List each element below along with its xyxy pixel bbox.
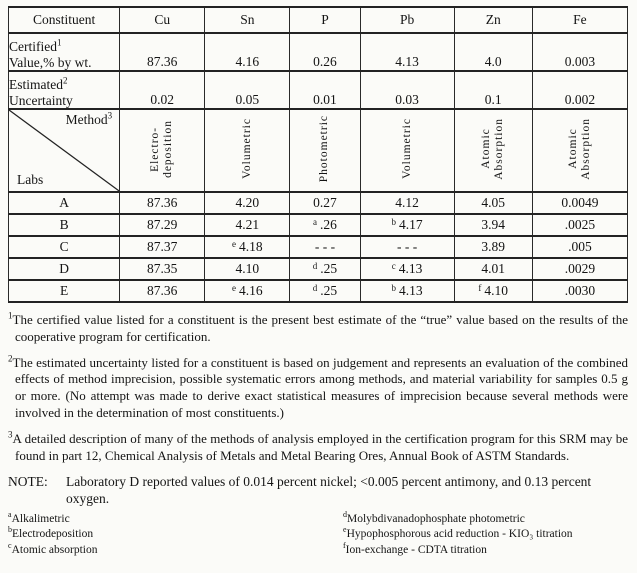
value-cell: 87.37: [120, 236, 205, 258]
column-header-cu: Cu: [120, 7, 205, 33]
estimated-fe: 0.002: [532, 71, 627, 109]
footnote-marker: f: [478, 282, 482, 293]
certified-sn: 4.16: [205, 33, 290, 71]
certified-label-line1: Certified: [9, 39, 57, 54]
footnote-marker: e: [232, 282, 237, 293]
footnote-marker: c: [391, 260, 396, 271]
constituent-header: Constituent: [9, 7, 120, 33]
certified-p: 0.26: [290, 33, 360, 71]
value-cell: 4.21: [205, 214, 290, 236]
lab-name: E: [9, 280, 120, 302]
footnote-marker: d: [312, 282, 318, 293]
method-header-photometric: [290, 109, 360, 192]
value-cell: 87.35: [120, 258, 205, 280]
footnote-marker: d: [312, 260, 318, 271]
method-header-atomic-absorption-zn: [454, 109, 532, 192]
footnote-1: [8, 312, 628, 346]
lab-row-e: [9, 280, 628, 302]
key-item-c: $^c$Atomic absorption: [8, 541, 98, 556]
value-cell: 0.0049: [532, 192, 627, 214]
footnote-marker: b: [391, 216, 397, 227]
estimated-uncertainty-row: [9, 71, 628, 109]
value-cell: - - -: [360, 236, 454, 258]
method-header-electrodeposition: [120, 109, 205, 192]
value-cell: .005: [532, 236, 627, 258]
estimated-p: 0.01: [290, 71, 360, 109]
lab-row-a: [9, 192, 628, 214]
value-cell: $^f$ 4.10: [454, 280, 532, 302]
value-cell: 3.94: [454, 214, 532, 236]
estimated-sn: 0.05: [205, 71, 290, 109]
method-row: [9, 109, 628, 192]
certified-label-line2: Value,% by wt.: [9, 54, 92, 70]
lab-name: A: [9, 192, 120, 214]
value-cell: $^a$ .26: [290, 214, 360, 236]
certified-value-row: [9, 33, 628, 71]
value-cell: .0025: [532, 214, 627, 236]
value-cell: $^d$ .25: [290, 258, 360, 280]
estimated-cu: 0.02: [120, 71, 205, 109]
column-header-pb: Pb: [360, 7, 454, 33]
value-cell: - - -: [290, 236, 360, 258]
lab-name: B: [9, 214, 120, 236]
footnote-2: [8, 355, 628, 422]
method-key-right-column: [343, 512, 630, 559]
key-item-e: $^e$Hypophosphorous acid reduction - KIO₃ titration: [343, 525, 573, 541]
labs-label: Labs: [17, 172, 44, 187]
value-cell: $^e$ 4.16: [205, 280, 290, 302]
vertical-method-text: Atomic Absorption: [566, 117, 592, 180]
estimated-pb: 0.03: [360, 71, 454, 109]
lab-row-c: [9, 236, 628, 258]
estimated-zn: 0.1: [454, 71, 532, 109]
value-cell: 4.10: [205, 258, 290, 280]
column-header-sn: Sn: [205, 7, 290, 33]
vertical-method-text: Atomic Absorption: [480, 117, 506, 180]
lab-row-b: [9, 214, 628, 236]
footnote-marker: e: [232, 238, 237, 249]
footnote-2-text: The estimated uncertainty listed for a constituent is based on judgement and represents an evaluation of the combined effects of method imprecision, possible systematic errors among methods, and material variability for samples 0.5 g or more. (No attempt was made to derive exact statistical measures of imprecision because several methods were involved in the determination of most constituents.): [12, 354, 628, 420]
key-item-a: $^a$Alkalimetric: [8, 510, 70, 525]
estimated-label-line2: Uncertainty: [9, 92, 73, 108]
note-text: Laboratory D reported values of 0.014 percent nickel; <0.005 percent antimony, and 0.13 percent oxygen.: [66, 474, 592, 507]
estimated-label-line1: Estimated: [9, 77, 63, 92]
key-item-d: $^d$Molybdivanadophosphate photometric: [343, 510, 525, 525]
method-label: [66, 112, 113, 128]
column-header-p: P: [290, 7, 360, 33]
value-cell: 4.05: [454, 192, 532, 214]
certified-cu: 87.36: [120, 33, 205, 71]
key-item-b: $^b$Electrodeposition: [8, 525, 94, 541]
key-item-f: $^f$Ion-exchange - CDTA titration: [343, 541, 487, 556]
value-cell: $^d$ .25: [290, 280, 360, 302]
lab-name: D: [9, 258, 120, 280]
estimated-footnote-ref: 2: [63, 75, 68, 86]
value-cell: 4.20: [205, 192, 290, 214]
value-cell: 4.12: [360, 192, 454, 214]
certified-fe: 0.003: [532, 33, 627, 71]
footnote-1-marker: 1: [8, 310, 13, 321]
vertical-method-text: Volumetric: [400, 118, 413, 179]
value-cell: 87.29: [120, 214, 205, 236]
value-cell: 87.36: [120, 192, 205, 214]
footnote-2-marker: 2: [8, 353, 13, 364]
footnote-3-text: A detailed description of many of the methods of analysis employed in the certification program for this SRM may be found in part 12, Chemical Analysis of Metals and Metal Bearing Ores, Annual Book of ASTM Standards.: [12, 430, 628, 463]
vertical-method-text: Photometric: [318, 114, 331, 183]
method-header-atomic-absorption-fe: [532, 109, 627, 192]
value-cell: $^c$ 4.13: [360, 258, 454, 280]
certified-footnote-ref: 1: [56, 37, 62, 48]
value-cell: $^b$ 4.17: [360, 214, 454, 236]
srm-analysis-table: [8, 6, 628, 303]
certified-row-label: [9, 33, 120, 71]
note-block: [8, 474, 630, 508]
footnote-3-marker: 3: [8, 429, 13, 440]
footnote-marker: a: [313, 216, 318, 227]
lab-row-d: [9, 258, 628, 280]
value-cell: .0029: [532, 258, 627, 280]
value-cell: 4.01: [454, 258, 532, 280]
lab-name: C: [9, 236, 120, 258]
value-cell: $^e$ 4.18: [205, 236, 290, 258]
value-cell: 3.89: [454, 236, 532, 258]
footnote-1-text: The certified value listed for a constituent is the present best estimate of the “true” value based on the results of the cooperative program for certification.: [12, 312, 628, 344]
method-key-left-column: [8, 512, 343, 559]
value-cell: .0030: [532, 280, 627, 302]
note-label: NOTE:: [8, 474, 48, 490]
column-header-fe: Fe: [532, 7, 627, 33]
estimated-row-label: [9, 71, 120, 109]
header-row: [9, 7, 628, 33]
method-footnote-ref: 3: [107, 110, 113, 121]
footnote-marker: b: [391, 282, 397, 293]
method-key: [8, 512, 630, 559]
method-label-text: Method: [65, 112, 108, 127]
footnote-3: [8, 431, 628, 465]
vertical-method-text: Volumetric: [240, 118, 253, 179]
value-cell: $^b$ 4.13: [360, 280, 454, 302]
certified-pb: 4.13: [360, 33, 454, 71]
vertical-method-text: Electro- deposition: [149, 119, 175, 178]
value-cell: 87.36: [120, 280, 205, 302]
value-cell: 0.27: [290, 192, 360, 214]
column-header-zn: Zn: [454, 7, 532, 33]
method-labs-diagonal-cell: [9, 109, 120, 192]
method-header-volumetric-pb: [360, 109, 454, 192]
method-header-volumetric-sn: [205, 109, 290, 192]
certified-zn: 4.0: [454, 33, 532, 71]
